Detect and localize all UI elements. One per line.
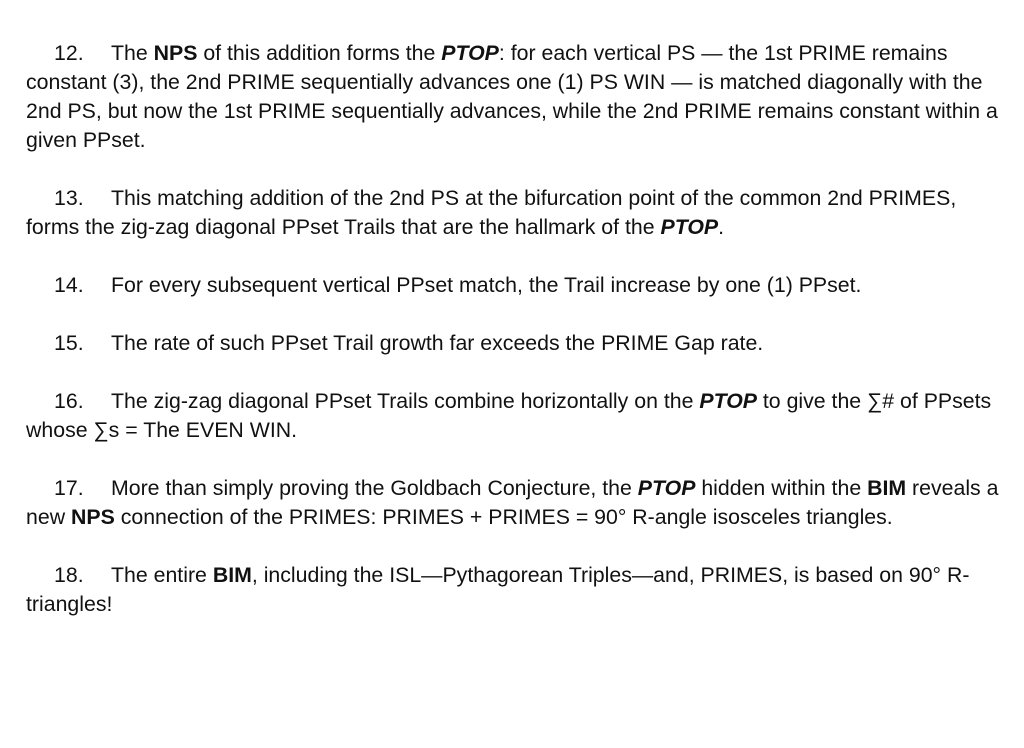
text-run: More than simply proving the Goldbach Conjecture, the — [111, 476, 638, 500]
paragraph-12 — [26, 39, 1001, 155]
text-run: to give the ∑# of PPsets whose ∑s = The EVEN WIN. — [26, 389, 992, 442]
paragraph-17 — [26, 474, 1001, 532]
term-ptop: PTOP — [699, 389, 757, 413]
text-run: For every subsequent vertical PPset match, the Trail increase by one (1) PPset. — [111, 273, 862, 297]
paragraph-number: 18. — [54, 563, 84, 587]
text-run: , including the ISL—Pythagorean Triples—and, PRIMES, is based on 90° R-triangles! — [26, 563, 970, 616]
paragraph-number: 15. — [54, 331, 84, 355]
paragraph-number: 13. — [54, 186, 84, 210]
paragraph-number: 17. — [54, 476, 84, 500]
text-run: connection of the PRIMES: PRIMES + PRIMES = 90° R-angle isosceles triangles. — [114, 505, 893, 529]
text-run: The rate of such PPset Trail growth far exceeds the PRIME Gap rate. — [111, 331, 764, 355]
text-run: The zig-zag diagonal PPset Trails combine horizontally on the — [111, 389, 700, 413]
text-run: : for each vertical PS — the 1st PRIME remains constant (3), the 2nd PRIME sequentially advances one (1) PS WIN — is matched diagonally with the 2nd PS, but now the 1st PRIME sequentially advances, while the 2nd PRIME remains constant within a given PPset. — [26, 41, 998, 152]
paragraph-number: 16. — [54, 389, 84, 413]
paragraph-number: 12. — [54, 41, 84, 65]
term-ptop: PTOP — [441, 41, 499, 65]
text-run: This matching addition of the 2nd PS at the bifurcation point of the common 2nd PRIMES, forms the zig-zag diagonal PPset Trails that are the hallmark of the — [26, 186, 957, 239]
term-nps: NPS — [71, 505, 115, 529]
term-ptop: PTOP — [637, 476, 696, 500]
paragraph-18 — [26, 561, 1001, 619]
paragraph-15 — [26, 329, 1001, 358]
document-body — [26, 39, 1001, 648]
text-run: reveals a new — [26, 476, 999, 529]
paragraph-13 — [26, 184, 1001, 242]
paragraph-14 — [26, 271, 1001, 300]
term-bim: BIM — [867, 476, 907, 500]
term-bim: BIM — [212, 563, 252, 587]
term-ptop: PTOP — [660, 215, 719, 239]
text-run: The — [111, 41, 154, 65]
text-run: hidden within the — [695, 476, 868, 500]
paragraph-16 — [26, 387, 1001, 445]
text-run: The entire — [111, 563, 213, 587]
text-run: of this addition forms the — [197, 41, 442, 65]
paragraph-number: 14. — [54, 273, 84, 297]
text-run: . — [718, 215, 725, 239]
term-nps: NPS — [153, 41, 198, 65]
